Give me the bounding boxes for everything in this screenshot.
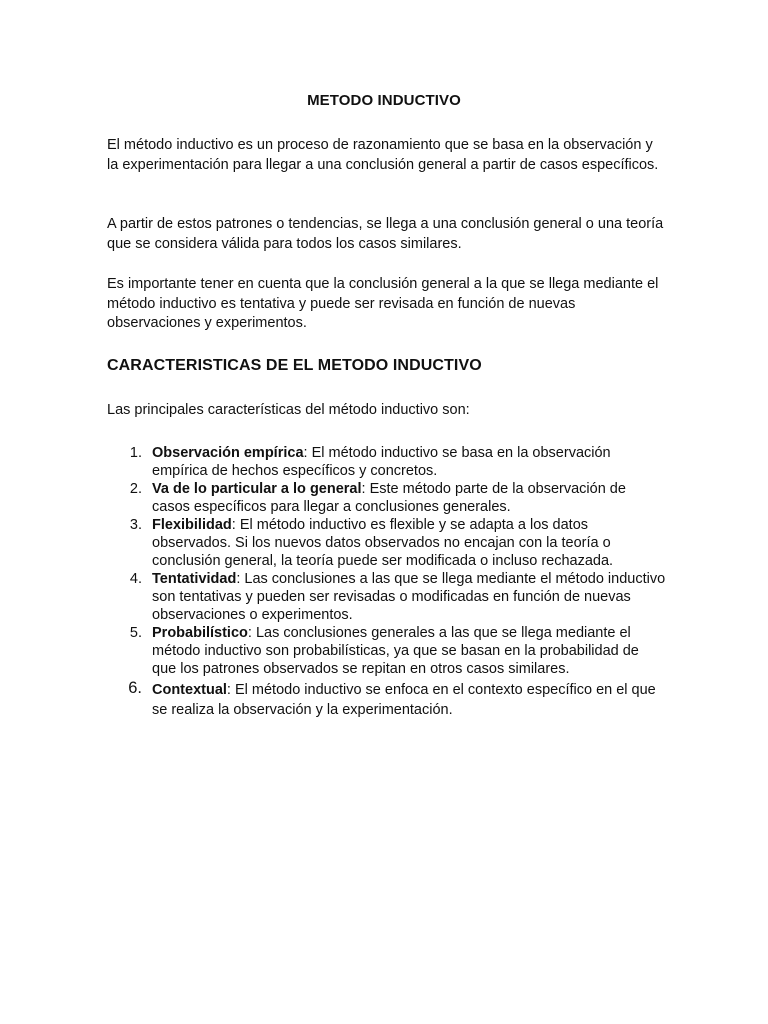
list-item: [0, 680, 768, 720]
list-item-description: : Las conclusiones generales a las que se llega mediante el método inductivo son probabilísticas, ya que se basan en la probabilidad de que los patrones observados se repitan en otros casos similares.: [152, 625, 639, 677]
list-item-description: : Las conclusiones a las que se llega mediante el método inductivo son tentativas y pueden ser revisadas o modificadas en función de nuevas observaciones o experimentos.: [152, 571, 666, 623]
list-intro: Las principales características del método inductivo son:: [107, 402, 470, 418]
list-item-body: [152, 680, 667, 720]
list-item-description: : El método inductivo se enfoca en el contexto específico en el que se realiza la observación y la experimentación.: [152, 682, 656, 718]
list-item-body: [152, 516, 667, 570]
paragraph-tentative: Es importante tener en cuenta que la conclusión general a la que se llega mediante el método inductivo es tentativa y puede ser revisada en función de nuevas observaciones y experimentos.: [107, 276, 659, 331]
list-item-description: : El método inductivo es flexible y se adapta a los datos observados. Si los nuevos datos observados no encajan con la teoría o conclusión general, la teoría puede ser modificada o incluso rechazada.: [152, 517, 614, 569]
list-item-number: 6.: [128, 679, 142, 697]
list-item-term: Contextual: [152, 682, 227, 698]
list-item-term: Observación empírica: [152, 445, 304, 461]
list-item-body: [152, 624, 667, 678]
list-item-number: 1.: [129, 445, 142, 461]
list-item-number: 4.: [129, 571, 142, 587]
list-item-description: : El método inductivo se basa en la observación empírica de hechos específicos y concretos.: [152, 445, 611, 479]
paragraph-conclusion: A partir de estos patrones o tendencias, se llega a una conclusión general o una teoría que se considera válida para todos los casos similares.: [107, 216, 664, 252]
list-item: [0, 516, 768, 570]
section-heading: CARACTERISTICAS DE EL METODO INDUCTIVO: [107, 357, 482, 374]
document-title: METODO INDUCTIVO: [307, 92, 461, 109]
list-item: [0, 480, 768, 516]
list-item: [0, 570, 768, 624]
list-item-body: [152, 570, 667, 624]
list-item-number: 5.: [129, 625, 142, 641]
list-item-term: Probabilístico: [152, 625, 248, 641]
list-item-term: Va de lo particular a lo general: [152, 481, 362, 497]
list-item-body: [152, 480, 667, 516]
list-item-body: [152, 444, 667, 480]
paragraph-definition: El método inductivo es un proceso de razonamiento que se basa en la observación y la experimentación para llegar a una conclusión general a partir de casos específicos.: [107, 137, 659, 173]
characteristics-list: [0, 444, 768, 720]
list-item: [0, 624, 768, 678]
list-item-description: : Este método parte de la observación de casos específicos para llegar a conclusiones generales.: [152, 481, 626, 515]
list-item-term: Flexibilidad: [152, 517, 232, 533]
list-item: [0, 444, 768, 480]
list-item-term: Tentatividad: [152, 571, 237, 587]
list-item-number: 2.: [129, 481, 142, 497]
list-item-number: 3.: [129, 517, 142, 533]
